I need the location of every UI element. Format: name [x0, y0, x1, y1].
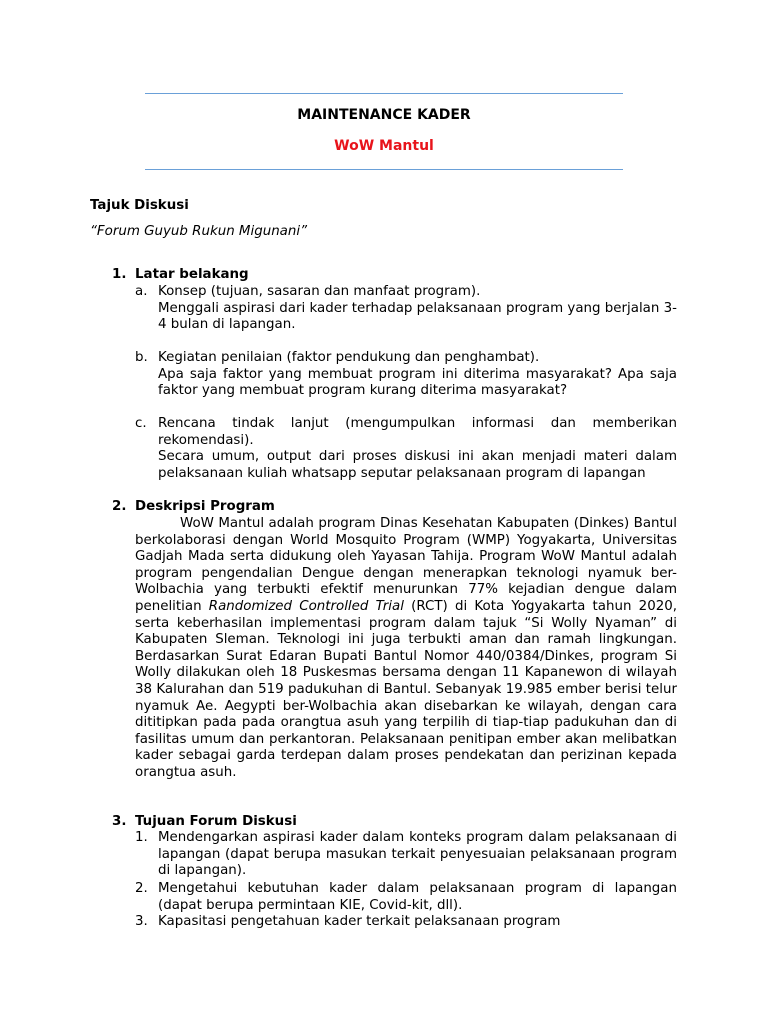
description-text-end: (RCT) di Kota Yogyakarta tahun 2020, serta keberhasilan implementasi program dalam tajuk “Si Wolly Nyaman” di Kabupaten Sleman. Teknologi ini juga terbukti aman dan ramah lingkungan. Berdasarkan Surat Edaran Bupati Bantul Nomor 440/0384/Dinkes, program Si Wolly dilakukan oleh 18 Puskesmas bersama dengan 11 Kapanewon di wilayah 38 Kalurahan dan 519 padukuhan di Bantul. Sebanyak 19.985 ember berisi telur nyamuk Ae. Aegypti ber-Wolbachia akan disebarkan ke wilayah, dengan cara dititipkan pada pada orangtua asuh yang terpilih di tiap-tiap padukuhan dan di fasilitas umum dan perkantoran. Pelaksanaan penitipan ember akan melibatkan kader sebagai garda terdepan dalam proses pendekatan dan perizinan kepada orangtua asuh.: [135, 598, 678, 780]
list-marker: 3.: [135, 914, 148, 929]
list-marker: a.: [135, 284, 148, 299]
list-item: [135, 881, 677, 914]
item-text: Mendengarkan aspirasi kader dalam konteks program dalam pelaksanaan di lapangan (dapat berupa masukan terkait penyesuaian pelaksanaan program di lapangan).: [158, 830, 677, 879]
topic-quote: “Forum Guyub Rukun Migunani”: [90, 224, 308, 239]
section-number: 2.: [112, 499, 127, 514]
section-title: Deskripsi Program: [135, 499, 275, 514]
list-item: [135, 350, 677, 400]
item-heading: Kegiatan penilaian (faktor pendukung dan penghambat).: [158, 350, 540, 365]
section-heading-goals: [112, 814, 297, 831]
document-title: MAINTENANCE KADER: [297, 107, 471, 123]
header-bottom-rule: [145, 169, 623, 170]
section-heading-background: [112, 267, 249, 284]
item-text: Mengetahui kebutuhan kader dalam pelaksanaan program di lapangan (dapat berupa permintaan KIE, Covid-kit, dll).: [158, 881, 677, 913]
list-marker: c.: [135, 416, 147, 431]
section-title: Tujuan Forum Diskusi: [135, 814, 297, 829]
topic-heading: Tajuk Diskusi: [90, 198, 189, 213]
description-text-italic: Randomized Controlled Trial: [208, 598, 404, 614]
header-top-rule: [145, 93, 623, 94]
list-item: [135, 830, 677, 880]
list-item: [135, 416, 677, 482]
item-heading: Konsep (tujuan, sasaran dan manfaat program).: [158, 284, 481, 299]
section-heading-description: [112, 499, 275, 516]
section-title: Latar belakang: [135, 267, 249, 282]
description-text-start: WoW Mantul adalah program Dinas Kesehatan Kabupaten (Dinkes) Bantul berkolaborasi dengan World Mosquito Program (WMP) Yogyakarta, Universitas Gadjah Mada serta didukung oleh Yayasan Tahija. Program WoW Mantul adalah program pengendalian Dengue dengan menerapkan teknologi nyamuk ber-Wolbachia yang terbukti efektif menurunkan 77% kejadian dengue dalam penelitian: [135, 516, 677, 614]
list-marker: 2.: [135, 881, 148, 896]
item-heading: Rencana tindak lanjut (mengumpulkan informasi dan memberikan rekomendasi).: [158, 416, 677, 448]
document-subtitle: WoW Mantul: [334, 138, 434, 154]
list-item: [135, 284, 677, 334]
section-number: 3.: [112, 814, 127, 829]
list-marker: 1.: [135, 830, 148, 845]
item-detail: Secara umum, output dari proses diskusi ini akan menjadi materi dalam pelaksanaan kuliah whatsapp seputar pelaksanaan program di lapangan: [158, 449, 677, 481]
program-description: [135, 516, 677, 782]
list-item: [135, 914, 677, 931]
list-marker: b.: [135, 350, 148, 365]
item-text: Kapasitasi pengetahuan kader terkait pelaksanaan program: [158, 914, 561, 929]
item-detail: Menggali aspirasi dari kader terhadap pelaksanaan program yang berjalan 3-4 bulan di lapangan.: [158, 300, 677, 333]
section-number: 1.: [112, 267, 127, 282]
item-detail: Apa saja faktor yang membuat program ini diterima masyarakat? Apa saja faktor yang membuat program kurang diterima masyarakat?: [158, 366, 677, 399]
